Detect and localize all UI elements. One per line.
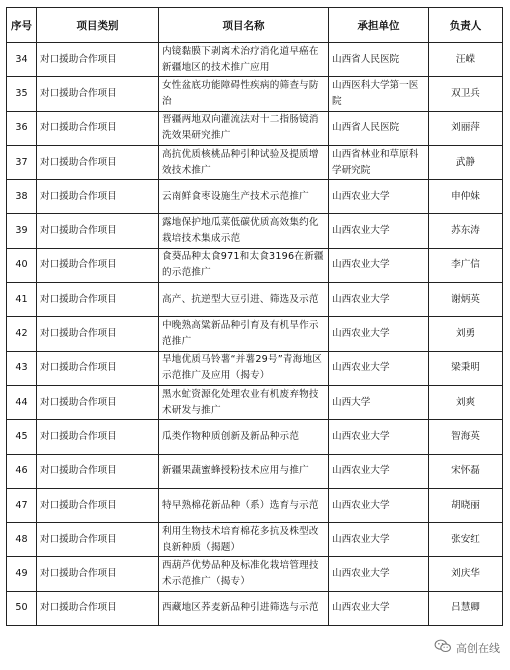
cell-leader: 梁秉明 — [429, 351, 503, 385]
cell-index: 38 — [7, 180, 37, 214]
cell-category: 对口援助合作项目 — [37, 111, 159, 145]
table-row — [7, 145, 503, 179]
cell-category: 对口援助合作项目 — [37, 557, 159, 591]
cell-leader: 宋怀磊 — [429, 454, 503, 488]
header-unit: 承担单位 — [329, 8, 429, 43]
cell-unit: 山西农业大学 — [329, 420, 429, 454]
cell-unit: 山西农业大学 — [329, 180, 429, 214]
watermark-text: 高创在线 — [456, 641, 500, 655]
cell-leader: 张安红 — [429, 523, 503, 557]
cell-index: 44 — [7, 385, 37, 419]
cell-leader: 李广信 — [429, 248, 503, 282]
cell-leader: 刘勇 — [429, 317, 503, 351]
table-row — [7, 351, 503, 385]
cell-unit: 山西省林业和草原科学研究院 — [329, 145, 429, 179]
cell-project-name: 特早熟棉花新品种（系）选育与示范 — [159, 488, 329, 522]
cell-project-name: 中晚熟高粱新品种引育及有机旱作示范推广 — [159, 317, 329, 351]
cell-unit: 山西省人民医院 — [329, 111, 429, 145]
cell-unit: 山西农业大学 — [329, 248, 429, 282]
table-row — [7, 180, 503, 214]
cell-index: 47 — [7, 488, 37, 522]
table-row — [7, 591, 503, 625]
cell-leader: 刘爽 — [429, 385, 503, 419]
cell-leader: 谢炳英 — [429, 283, 503, 317]
cell-project-name: 旱地优质马铃薯“并薯29号”青海地区示范推广及应用（揭专） — [159, 351, 329, 385]
cell-index: 49 — [7, 557, 37, 591]
cell-index: 48 — [7, 523, 37, 557]
cell-project-name: 西藏地区荞麦新品种引进筛选与示范 — [159, 591, 329, 625]
cell-project-name: 内镜黏膜下剥离术治疗消化道早癌在新疆地区的技术推广应用 — [159, 43, 329, 77]
table-row — [7, 283, 503, 317]
wechat-icon — [434, 639, 452, 656]
cell-unit: 山西农业大学 — [329, 351, 429, 385]
cell-leader: 汪嵘 — [429, 43, 503, 77]
cell-index: 37 — [7, 145, 37, 179]
cell-category: 对口援助合作项目 — [37, 523, 159, 557]
cell-category: 对口援助合作项目 — [37, 591, 159, 625]
cell-leader: 武静 — [429, 145, 503, 179]
cell-index: 39 — [7, 214, 37, 248]
cell-unit: 山西农业大学 — [329, 488, 429, 522]
cell-unit: 山西农业大学 — [329, 523, 429, 557]
table-row — [7, 111, 503, 145]
table-row — [7, 488, 503, 522]
cell-leader: 苏东涛 — [429, 214, 503, 248]
cell-category: 对口援助合作项目 — [37, 283, 159, 317]
cell-category: 对口援助合作项目 — [37, 488, 159, 522]
header-category: 项目类别 — [37, 8, 159, 43]
cell-leader: 刘庆华 — [429, 557, 503, 591]
table-row — [7, 77, 503, 111]
header-project-name: 项目名称 — [159, 8, 329, 43]
cell-index: 40 — [7, 248, 37, 282]
watermark — [434, 639, 500, 656]
cell-unit: 山西农业大学 — [329, 557, 429, 591]
cell-project-name: 云南鲜食枣设施生产技术示范推广 — [159, 180, 329, 214]
cell-category: 对口援助合作项目 — [37, 43, 159, 77]
cell-project-name: 食葵品种太食971和太食3196在新疆的示范推广 — [159, 248, 329, 282]
cell-leader: 刘丽萍 — [429, 111, 503, 145]
cell-index: 36 — [7, 111, 37, 145]
table-row — [7, 248, 503, 282]
table-row — [7, 214, 503, 248]
cell-index: 45 — [7, 420, 37, 454]
cell-project-name: 西葫芦优势品种及标准化栽培管理技术示范推广（揭专） — [159, 557, 329, 591]
cell-unit: 山西农业大学 — [329, 454, 429, 488]
table-row — [7, 317, 503, 351]
table-row — [7, 420, 503, 454]
cell-category: 对口援助合作项目 — [37, 385, 159, 419]
header-index: 序号 — [7, 8, 37, 43]
cell-index: 42 — [7, 317, 37, 351]
cell-project-name: 黑水虻资源化处理农业有机废弃物技术研发与推广 — [159, 385, 329, 419]
cell-project-name: 高抗优质核桃品种引种试验及提质增效技术推广 — [159, 145, 329, 179]
cell-category: 对口援助合作项目 — [37, 454, 159, 488]
table-row — [7, 523, 503, 557]
cell-category: 对口援助合作项目 — [37, 351, 159, 385]
table-row — [7, 43, 503, 77]
cell-leader: 申仲妹 — [429, 180, 503, 214]
cell-unit: 山西大学 — [329, 385, 429, 419]
cell-category: 对口援助合作项目 — [37, 145, 159, 179]
cell-index: 34 — [7, 43, 37, 77]
cell-unit: 山西农业大学 — [329, 317, 429, 351]
cell-project-name: 露地保护地瓜菜低碳优质高效集约化栽培技术集成示范 — [159, 214, 329, 248]
cell-leader: 胡晓丽 — [429, 488, 503, 522]
cell-category: 对口援助合作项目 — [37, 317, 159, 351]
cell-leader: 吕慧卿 — [429, 591, 503, 625]
table-row — [7, 385, 503, 419]
cell-project-name: 女性盆底功能障碍性疾病的筛查与防治 — [159, 77, 329, 111]
cell-index: 43 — [7, 351, 37, 385]
cell-leader: 智海英 — [429, 420, 503, 454]
cell-category: 对口援助合作项目 — [37, 420, 159, 454]
cell-leader: 双卫兵 — [429, 77, 503, 111]
cell-project-name: 利用生物技术培育棉花多抗及株型改良新种质（揭题） — [159, 523, 329, 557]
project-table — [6, 7, 503, 626]
cell-project-name: 新疆果蔬蜜蜂授粉技术应用与推广 — [159, 454, 329, 488]
table-header-row — [7, 8, 503, 43]
cell-unit: 山西医科大学第一医院 — [329, 77, 429, 111]
cell-unit: 山西省人民医院 — [329, 43, 429, 77]
cell-index: 50 — [7, 591, 37, 625]
cell-category: 对口援助合作项目 — [37, 248, 159, 282]
table-row — [7, 454, 503, 488]
cell-category: 对口援助合作项目 — [37, 214, 159, 248]
cell-category: 对口援助合作项目 — [37, 180, 159, 214]
cell-project-name: 晋疆两地双向灌流法对十二指肠镜消洗效果研究推广 — [159, 111, 329, 145]
cell-project-name: 瓜类作物种质创新及新品种示范 — [159, 420, 329, 454]
cell-unit: 山西农业大学 — [329, 214, 429, 248]
project-table-sheet — [6, 7, 502, 626]
cell-index: 35 — [7, 77, 37, 111]
cell-project-name: 高产、抗逆型大豆引进、筛选及示范 — [159, 283, 329, 317]
cell-unit: 山西农业大学 — [329, 591, 429, 625]
cell-index: 46 — [7, 454, 37, 488]
header-leader: 负责人 — [429, 8, 503, 43]
cell-unit: 山西农业大学 — [329, 283, 429, 317]
table-row — [7, 557, 503, 591]
cell-category: 对口援助合作项目 — [37, 77, 159, 111]
cell-index: 41 — [7, 283, 37, 317]
